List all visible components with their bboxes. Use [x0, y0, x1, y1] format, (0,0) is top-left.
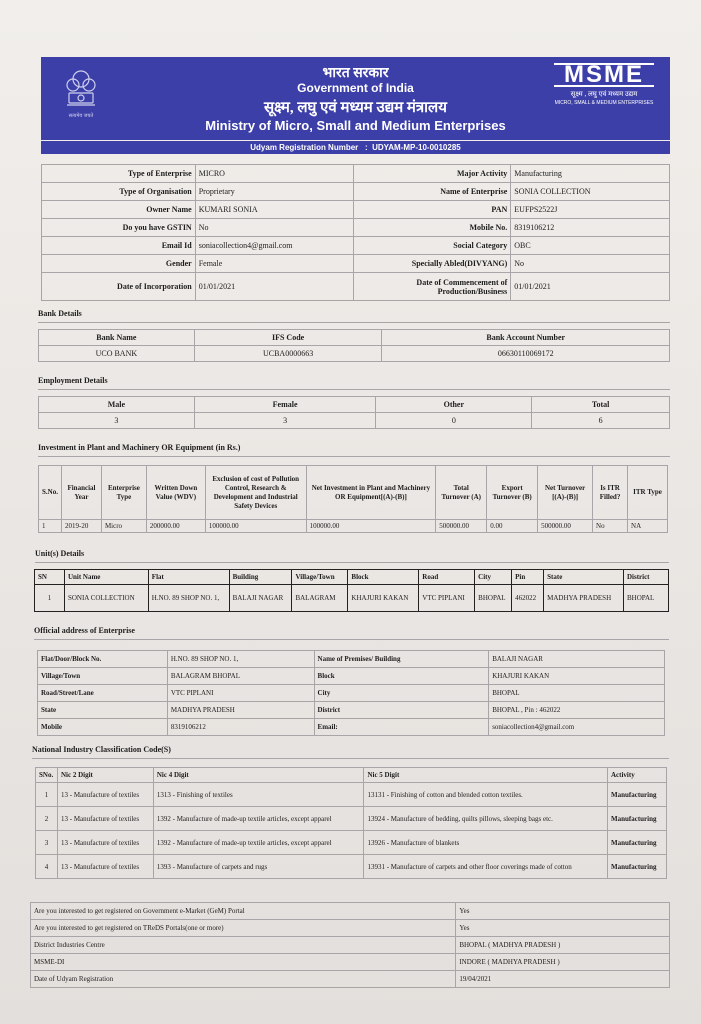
detail-value: 8319106212	[511, 219, 670, 237]
table-row	[39, 346, 670, 362]
table-cell: 500000.00	[538, 520, 593, 533]
column-header: Flat	[148, 570, 229, 585]
table-row	[39, 413, 670, 429]
table-cell: 13 - Manufacture of textiles	[57, 831, 153, 855]
table-cell: 13924 - Manufacture of bedding, quilts pillows, sleeping bags etc.	[364, 807, 608, 831]
preference-label: Date of Udyam Registration	[31, 971, 456, 988]
column-header: Pin	[512, 570, 544, 585]
address-label: Name of Premises/ Building	[314, 651, 489, 668]
table-row	[38, 702, 665, 719]
detail-value: MICRO	[195, 165, 353, 183]
table-cell: BALAJI NAGAR	[229, 585, 292, 612]
table-row	[31, 971, 670, 988]
detail-value: SONIA COLLECTION	[511, 183, 670, 201]
ifs-code: UCBA0000663	[194, 346, 382, 362]
address-value: VTC PIPLANI	[167, 685, 314, 702]
column-header: Net Turnover [(A)-(B)]	[538, 466, 593, 520]
divider	[35, 562, 669, 563]
table-cell: MADHYA PRADESH	[544, 585, 624, 612]
table-cell: SONIA COLLECTION	[64, 585, 148, 612]
address-label: Flat/Door/Block No.	[38, 651, 168, 668]
table-cell: H.NO. 89 SHOP NO. 1,	[148, 585, 229, 612]
address-label: Village/Town	[38, 668, 168, 685]
detail-value: OBC	[511, 237, 670, 255]
table-cell: 100000.00	[306, 520, 436, 533]
detail-label: Specially Abled(DIVYANG)	[353, 255, 511, 273]
column-header: Total	[532, 397, 670, 413]
table-cell: VTC PIPLANI	[419, 585, 475, 612]
table-cell: Manufacturing	[607, 807, 666, 831]
bank-details-title: Bank Details	[38, 309, 82, 318]
registration-preferences-table	[30, 902, 670, 988]
employment-total: 6	[532, 413, 670, 429]
table-row	[35, 585, 669, 612]
address-value: H.NO. 89 SHOP NO. 1,	[167, 651, 314, 668]
column-header: Village/Town	[292, 570, 348, 585]
address-label: State	[38, 702, 168, 719]
table-header-row	[39, 466, 668, 520]
column-header: ITR Type	[628, 466, 668, 520]
address-label: Email:	[314, 719, 489, 736]
udyam-registration-bar	[41, 141, 670, 154]
column-header: City	[475, 570, 512, 585]
preference-value: INDORE ( MADHYA PRADESH )	[456, 954, 670, 971]
table-row	[42, 273, 670, 301]
table-cell: 13 - Manufacture of textiles	[57, 855, 153, 879]
preference-value: BHOPAL ( MADHYA PRADESH )	[456, 937, 670, 954]
table-cell: Manufacturing	[607, 783, 666, 807]
column-header: SNo.	[36, 768, 58, 783]
detail-label: Date of Incorporation	[42, 273, 196, 301]
divider	[38, 389, 670, 390]
employment-other: 0	[376, 413, 532, 429]
table-cell: 13926 - Manufacture of blankets	[364, 831, 608, 855]
msme-logo	[554, 63, 654, 106]
table-row	[36, 831, 667, 855]
table-row	[42, 183, 670, 201]
column-header: Block	[348, 570, 419, 585]
units-table	[34, 569, 669, 612]
table-header-row	[36, 768, 667, 783]
preference-label: District Industries Centre	[31, 937, 456, 954]
employment-female: 3	[194, 413, 376, 429]
table-cell: No	[593, 520, 628, 533]
table-cell: 1	[36, 783, 58, 807]
table-cell: BHOPAL	[475, 585, 512, 612]
detail-label: Type of Enterprise	[42, 165, 196, 183]
table-row	[39, 520, 668, 533]
hindi-ministry-title: सूक्ष्म, लघु एवं मध्यम उद्यम मंत्रालय	[264, 100, 447, 116]
employment-details-table	[38, 396, 670, 429]
column-header: Financial Year	[61, 466, 101, 520]
address-value: soniacollection4@gmail.com	[489, 719, 665, 736]
detail-label: Major Activity	[353, 165, 511, 183]
units-details-title: Unit(s) Details	[35, 549, 85, 558]
preference-label: Are you interested to get registered on TReDS Portals(one or more)	[31, 920, 456, 937]
column-header: Building	[229, 570, 292, 585]
table-row	[31, 920, 670, 937]
address-label: Mobile	[38, 719, 168, 736]
table-cell: 1	[35, 585, 65, 612]
address-value: 8319106212	[167, 719, 314, 736]
column-header: Nic 5 Digit	[364, 768, 608, 783]
table-cell: 13 - Manufacture of textiles	[57, 783, 153, 807]
investment-title: Investment in Plant and Machinery OR Equipment (in Rs.)	[38, 443, 241, 452]
address-label: District	[314, 702, 489, 719]
table-row	[38, 685, 665, 702]
column-header: Nic 2 Digit	[57, 768, 153, 783]
bank-details-table	[38, 329, 670, 362]
registration-separator: :	[364, 143, 368, 152]
msme-tagline-hindi: सूक्ष्म , लघु एवं मध्यम उद्यम	[570, 90, 638, 98]
msme-tagline-english: MICRO, SMALL & MEDIUM ENTERPRISES	[554, 100, 654, 106]
column-header: Bank Account Number	[382, 330, 670, 346]
official-address-title: Official address of Enterprise	[34, 626, 135, 635]
address-value: BHOPAL , Pin : 462022	[489, 702, 665, 719]
table-row	[31, 903, 670, 920]
detail-value: 01/01/2021	[511, 273, 670, 301]
nic-table	[35, 767, 667, 879]
bank-account-number: 06630110069172	[382, 346, 670, 362]
divider	[34, 639, 669, 640]
column-header: Export Turnover (B)	[487, 466, 538, 520]
detail-label: Owner Name	[42, 201, 196, 219]
employment-male: 3	[39, 413, 195, 429]
table-cell: 1	[39, 520, 62, 533]
address-label: Block	[314, 668, 489, 685]
table-row	[31, 954, 670, 971]
detail-label: Email Id	[42, 237, 196, 255]
registration-number: UDYAM-MP-10-0010285	[372, 143, 461, 152]
table-row	[31, 937, 670, 954]
table-cell: Manufacturing	[607, 855, 666, 879]
column-header: Is ITR Filled?	[593, 466, 628, 520]
detail-value: Proprietary	[195, 183, 353, 201]
detail-label: Type of Organisation	[42, 183, 196, 201]
detail-value: No	[511, 255, 670, 273]
table-cell: 100000.00	[205, 520, 306, 533]
address-label: Road/Street/Lane	[38, 685, 168, 702]
emblem-caption: सत्यमेव जयते	[68, 113, 94, 119]
detail-label: Name of Enterprise	[353, 183, 511, 201]
detail-value: 01/01/2021	[195, 273, 353, 301]
address-value: MADHYA PRADESH	[167, 702, 314, 719]
table-row	[38, 668, 665, 685]
enterprise-details-table	[41, 164, 670, 301]
table-cell: 4	[36, 855, 58, 879]
table-row	[38, 651, 665, 668]
detail-label: PAN	[353, 201, 511, 219]
table-cell: KHAJURI KAKAN	[348, 585, 419, 612]
table-row	[38, 719, 665, 736]
msme-logo-text: MSME	[554, 63, 654, 87]
column-header: Nic 4 Digit	[153, 768, 364, 783]
column-header: Enterprise Type	[101, 466, 146, 520]
table-cell: 2019-20	[61, 520, 101, 533]
detail-value: No	[195, 219, 353, 237]
divider	[38, 322, 670, 323]
table-header-row	[39, 330, 670, 346]
table-cell: 500000.00	[436, 520, 487, 533]
column-header: State	[544, 570, 624, 585]
column-header: Written Down Value (WDV)	[146, 466, 205, 520]
preference-value: 19/04/2021	[456, 971, 670, 988]
table-cell: 13931 - Manufacture of carpets and other floor coverings made of cotton	[364, 855, 608, 879]
registration-label: Udyam Registration Number	[250, 143, 359, 152]
column-header: Net Investment in Plant and Machinery OR Equipment[(A)-(B)]	[306, 466, 436, 520]
table-cell: Manufacturing	[607, 831, 666, 855]
detail-label: Social Category	[353, 237, 511, 255]
table-cell: Micro	[101, 520, 146, 533]
column-header: S.No.	[39, 466, 62, 520]
table-cell: 462022	[512, 585, 544, 612]
table-row	[42, 165, 670, 183]
preference-value: Yes	[456, 903, 670, 920]
address-value: BALAGRAM BHOPAL	[167, 668, 314, 685]
table-row	[42, 255, 670, 273]
ministry-title: Ministry of Micro, Small and Medium Enterprises	[205, 118, 506, 133]
table-header-row	[35, 570, 669, 585]
preference-label: Are you interested to get registered on Government e-Market (GeM) Portal	[31, 903, 456, 920]
hindi-government-title: भारत सरकार	[322, 66, 389, 81]
table-row	[36, 807, 667, 831]
address-label: City	[314, 685, 489, 702]
table-cell: BALAGRAM	[292, 585, 348, 612]
nic-title: National Industry Classification Code(S)	[32, 745, 171, 754]
official-address-table	[37, 650, 665, 736]
table-cell: NA	[628, 520, 668, 533]
detail-value: Female	[195, 255, 353, 273]
column-header: Unit Name	[64, 570, 148, 585]
detail-value: Manufacturing	[511, 165, 670, 183]
detail-label: Do you have GSTIN	[42, 219, 196, 237]
column-header: Exclusion of cost of Pollution Control, Research & Development and Industrial Safety Devices	[205, 466, 306, 520]
table-cell: 1313 - Finishing of textiles	[153, 783, 364, 807]
table-row	[42, 201, 670, 219]
column-header: Bank Name	[39, 330, 195, 346]
preference-value: Yes	[456, 920, 670, 937]
column-header: District	[623, 570, 668, 585]
detail-label: Mobile No.	[353, 219, 511, 237]
detail-value: KUMARI SONIA	[195, 201, 353, 219]
table-cell: 1392 - Manufacture of made-up textile articles, except apparel	[153, 831, 364, 855]
column-header: Total Turnover (A)	[436, 466, 487, 520]
detail-value: EUFPS2522J	[511, 201, 670, 219]
bank-name: UCO BANK	[39, 346, 195, 362]
column-header: Road	[419, 570, 475, 585]
table-cell: 0.00	[487, 520, 538, 533]
table-cell: 1392 - Manufacture of made-up textile articles, except apparel	[153, 807, 364, 831]
table-row	[42, 219, 670, 237]
column-header: SN	[35, 570, 65, 585]
government-title: Government of India	[297, 81, 414, 95]
table-cell: BHOPAL	[623, 585, 668, 612]
table-cell: 13131 - Finishing of cotton and blended cotton textiles.	[364, 783, 608, 807]
table-cell: 200000.00	[146, 520, 205, 533]
certificate-header	[41, 57, 670, 140]
preference-label: MSME-DI	[31, 954, 456, 971]
column-header: Activity	[607, 768, 666, 783]
divider	[32, 758, 669, 759]
address-value: KHAJURI KAKAN	[489, 668, 665, 685]
detail-value: soniacollection4@gmail.com	[195, 237, 353, 255]
column-header: Male	[39, 397, 195, 413]
table-header-row	[39, 397, 670, 413]
table-row	[36, 783, 667, 807]
address-value: BHOPAL	[489, 685, 665, 702]
table-row	[36, 855, 667, 879]
employment-details-title: Employment Details	[38, 376, 108, 385]
investment-table	[38, 465, 668, 533]
table-cell: 13 - Manufacture of textiles	[57, 807, 153, 831]
table-row	[42, 237, 670, 255]
column-header: IFS Code	[194, 330, 382, 346]
column-header: Other	[376, 397, 532, 413]
table-cell: 1393 - Manufacture of carpets and rugs	[153, 855, 364, 879]
detail-label: Date of Commencement of Production/Business	[353, 273, 511, 301]
address-value: BALAJI NAGAR	[489, 651, 665, 668]
table-cell: 2	[36, 807, 58, 831]
detail-label: Gender	[42, 255, 196, 273]
table-cell: 3	[36, 831, 58, 855]
divider	[38, 456, 670, 457]
column-header: Female	[194, 397, 376, 413]
